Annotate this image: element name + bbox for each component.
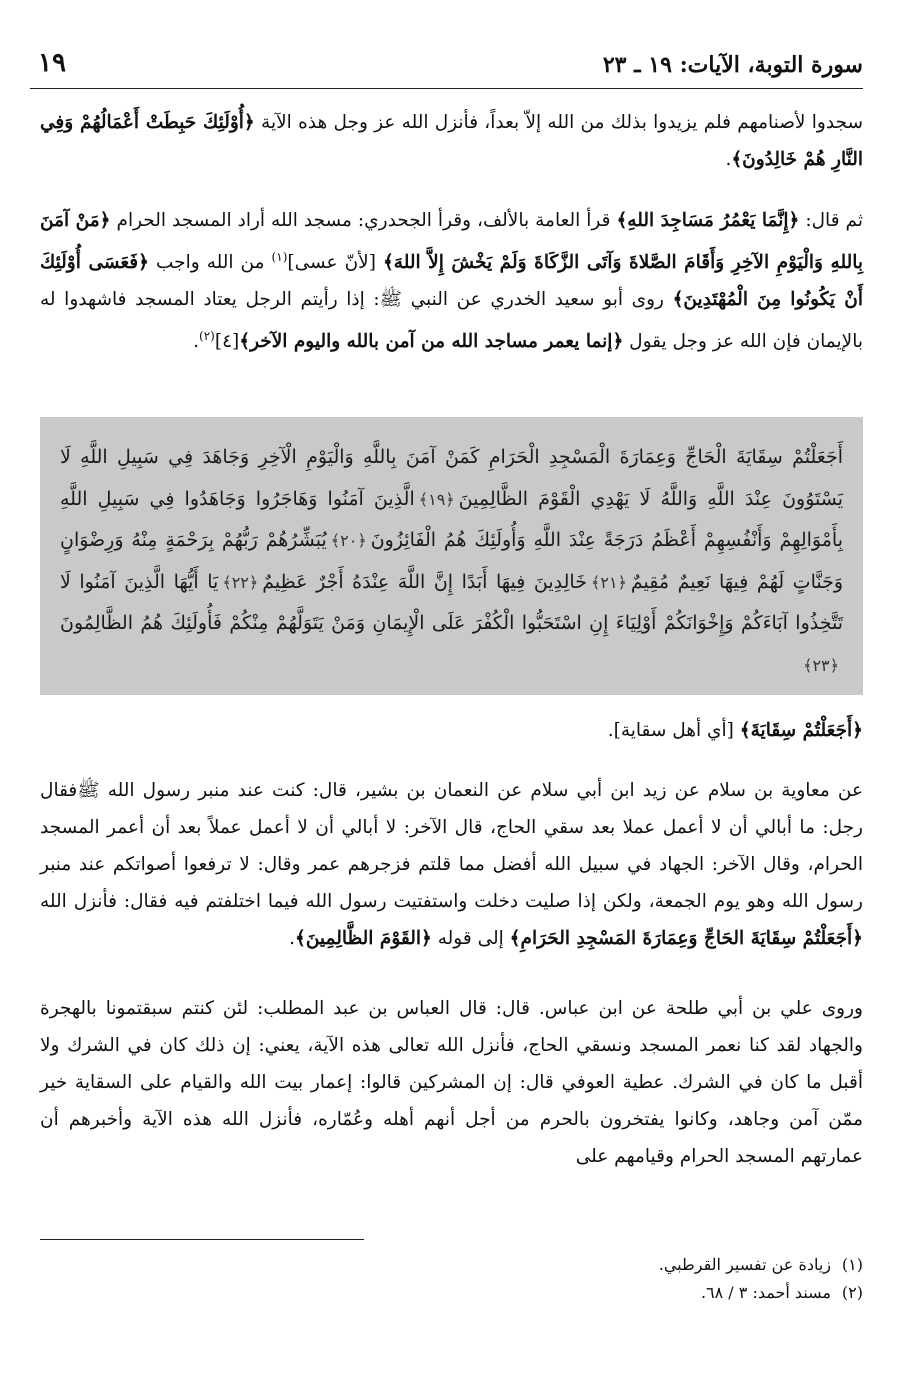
verse-23: يَا أَيُّهَا الَّذِينَ آمَنُوا لَا تَتَّخِذُوا آبَاءَكُمْ وَإِخْوَانَكُمْ أَوْلِيَاءَ إِنِ اسْتَحَبُّوا الْكُفْرَ عَلَى الْإِيمَانِ وَمَنْ يَتَوَلَّهُمْ مِنْكُمْ فَأُولَئِكَ هُمُ الظَّالِمُونَ [60, 570, 843, 634]
paragraph-4-text-2: إلى قوله [431, 928, 510, 949]
paragraph-5-text: وروى علي بن أبي طلحة عن ابن عباس. قال: قال العباس بن عبد المطلب: لئن كنتم سبقتمونا بالهجرة والجهاد لقد كنا نعمر المسجد ونسقي الحاج، فأنزل الله تعالى هذه الآية، يعني: إن ذلك كان في الشرك ولا أقبل ما كان في الشرك. عطية العوفي قال: إن المشركين قالوا: إعمار بيت الله والقيام على السقاية خير ممّن آمن وجاهد، وكانوا يفتخرون بالحرم من أجل أنهم أهله وعُمّاره، فأنزل الله هذه الآية وأخبرهم أن عمارتهم المسجد الحرام وقيامهم على [40, 998, 863, 1167]
paragraph-4-text-1: عن معاوية بن سلام عن زيد ابن أبي سلام عن النعمان بن بشير، قال: كنت عند منبر رسول الله ﷺفقال رجل: ما أبالي أن لا أعمل عملا بعد سقي الحاج، قال الآخر: لا أبالي أن لا أعمل عملاً بعد أن أعمر المسجد الحرام، وقال الآخر: الجهاد في سبيل الله أفضل مما قلتم فزجرهم عمر وقال: لا ترفعوا أصواتكم عند منبر رسول الله وهو يوم الجمعة، ولكن إذا صليت دخلت واستفتيت رسول الله فيما اختلفتم فيه فقال: فأنزل الله [40, 780, 863, 912]
paragraph-5 [40, 990, 863, 1175]
paragraph-1-end: . [725, 149, 732, 170]
paragraph-2-text-2: قرأ العامة بالألف، وقرأ الجحدري: مسجد الله أراد المسجد الحرام [110, 210, 617, 231]
paragraph-3 [40, 712, 863, 749]
verse-22: خَالِدِينَ فِيهَا أَبَدًا إِنَّ اللَّهَ عِنْدَهُ أَجْرٌ عَظِيمٌ [262, 570, 587, 593]
quran-quote: ﴿إنما يعمر مساجد الله من آمن بالله واليوم الآخر﴾ [239, 331, 624, 353]
footnote-divider [40, 1239, 364, 1240]
footnote-2 [40, 1279, 863, 1307]
verse-marker-19: ﴿١٩﴾ [418, 489, 455, 509]
footnote-ref-2: (٢) [199, 329, 215, 344]
quran-quote: ﴿أَجَعَلْتُمْ سِقَايَةَ﴾ [739, 720, 863, 741]
verse-marker-22: ﴿٢٢﴾ [222, 572, 259, 592]
paragraph-2-text-1: ثم قال: [799, 210, 863, 231]
paragraph-2-text-5: روى أبو سعيد الخدري عن النبي ﷺ: إذا رأيتم الرجل يعتاد المسجد فاشهدوا له بالإيمان فإن الله عز وجل يقول [40, 289, 863, 353]
footnotes [40, 1251, 863, 1307]
paragraph-2-text-4: من الله واجب [149, 252, 272, 274]
paragraph-1-text: سجدوا لأصنامهم فلم يزيدوا بذلك من الله إلاّ بعداً، فأنزل الله عز وجل هذه الآية [254, 112, 863, 133]
running-title: سورة التوبة، الآيات: ١٩ ـ ٢٣ [602, 52, 863, 78]
verse-marker-20: ﴿٢٠﴾ [330, 531, 367, 550]
quran-quote: ﴿فَعَسَى أُوْلَئِكَ أَنْ يَكُونُوا مِنَ الْمُهْتَدِينَ﴾ [40, 252, 863, 311]
verse-marker-23: ﴿٢٣﴾ [803, 655, 839, 675]
paragraph-2-text-3: [لأنّ عسى] [287, 252, 383, 274]
page-header [30, 42, 863, 89]
page-number: ١٩ [38, 48, 66, 78]
footnote-ref-1: (١) [271, 250, 288, 264]
verse-19: أَجَعَلْتُمْ سِقَايَةَ الْحَاجِّ وَعِمَارَةَ الْمَسْجِدِ الْحَرَامِ كَمَنْ آمَنَ بِاللَّهِ وَالْيَوْمِ الْآخِرِ وَجَاهَدَ فِي سَبِيلِ اللَّهِ لَا يَسْتَوُونَ عِنْدَ اللَّهِ وَاللَّهُ لَا يَهْدِي الْقَوْمَ الظَّالِمِينَ [60, 446, 844, 510]
verse-20: الَّذِينَ آمَنُوا وَهَاجَرُوا وَجَاهَدُوا فِي سَبِيلِ اللَّهِ بِأَمْوَالِهِمْ وَأَنْفُسِهِمْ أَعْظَمُ دَرَجَةً عِنْدَ اللَّهِ وَأُولَئِكَ هُمُ الْفَائِزُونَ [60, 487, 844, 551]
footnote-text: مسند أحمد: ٣ / ٦٨. [700, 1283, 831, 1302]
paragraph-4 [40, 772, 863, 957]
paragraph-3-text: [أي أهل سقاية]. [607, 720, 740, 741]
footnote-number: (٢) [841, 1283, 863, 1302]
paragraph-2 [40, 202, 863, 360]
verse-21: يُبَشِّرُهُمْ رَبُّهُمْ بِرَحْمَةٍ مِنْهُ وَرِضْوَانٍ وَجَنَّاتٍ لَهُمْ فِيهَا نَعِيمٌ مُقِيمٌ [60, 529, 844, 593]
quran-verses-text [60, 437, 843, 686]
quran-quote: ﴿أَجَعَلْتُمْ سِقَايَةَ الحَاجِّ وَعِمَارَةَ المَسْجِدِ الحَرَامِ﴾ [509, 928, 863, 949]
paragraph-1 [40, 104, 863, 178]
footnote-number: (١) [841, 1255, 863, 1274]
footnote-1 [40, 1251, 863, 1279]
verse-marker-21: ﴿٢١﴾ [590, 572, 627, 592]
paragraph-4-end: . [289, 928, 295, 949]
quran-verses-box [40, 417, 863, 695]
quran-quote: ﴿القَوْمَ الظَّالِمِينَ﴾ [295, 928, 432, 949]
verse-reference: [٤] [214, 331, 240, 353]
quran-quote: ﴿إِنَّمَا يَعْمُرُ مَسَاجِدَ اللهِ﴾ [616, 210, 800, 231]
footnote-text: زيادة عن تفسير القرطبي. [658, 1255, 831, 1274]
quran-quote: ﴿أُوْلَئِكَ حَبِطَتْ أَعْمَالُهُمْ وَفِي النَّارِ هُمْ خَالِدُونَ﴾ [40, 112, 863, 170]
quran-quote: ﴿مَنْ آمَنَ بِاللهِ وَالْيَوْمِ الآخِرِ وَأَقَامَ الصَّلاةَ وَآتَى الزَّكَاةَ وَلَمْ يَخْشَ إِلاَّ اللهَ﴾ [40, 210, 864, 274]
paragraph-2-end: . [193, 331, 200, 353]
